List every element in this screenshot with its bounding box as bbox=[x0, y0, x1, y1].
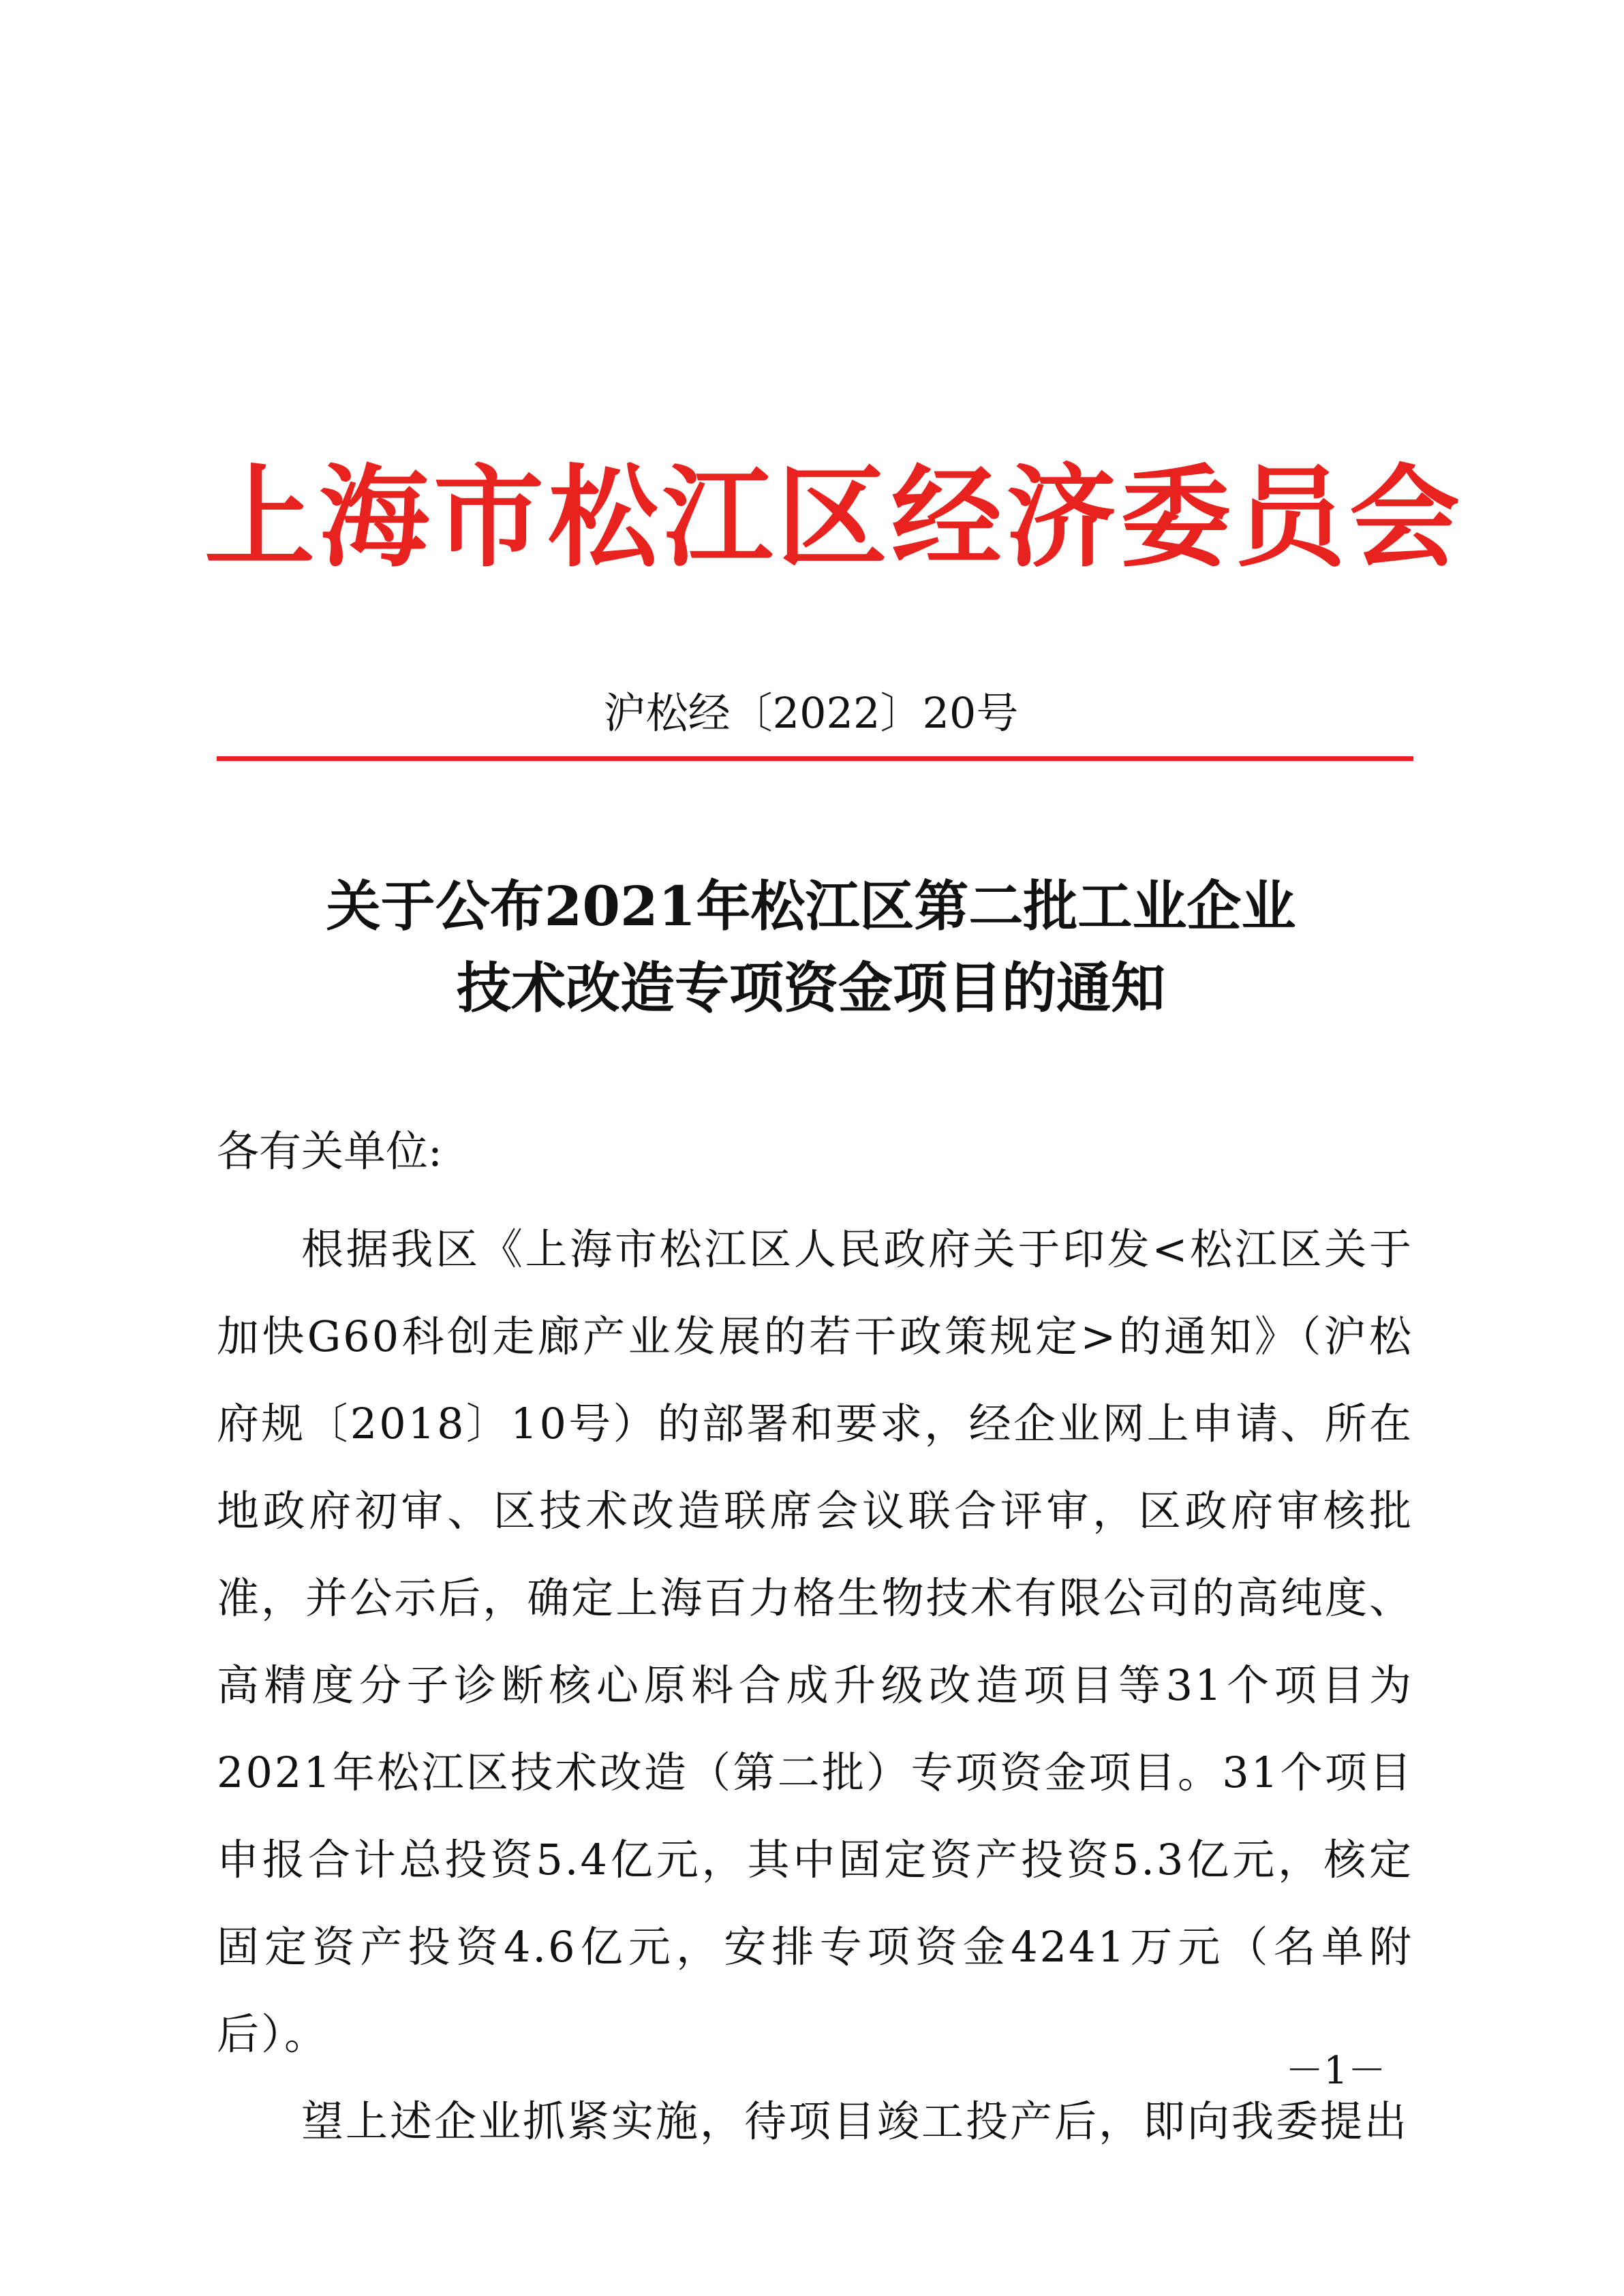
page-number: －1－ bbox=[1285, 2049, 1386, 2093]
body-paragraph-1: 根据我区《上海市松江区人民政府关于印发<松江区关于加快G60科创走廊产业发展的若干政策规定>的通知》（沪松府规〔2018〕10号）的部署和要求，经企业网上申请、所在地政府初审、区技术改造联席会议联合评审，区政府审核批准，并公示后，确定上海百力格生物技术有限公司的高纯度、高精度分子诊断核心原料合成升级改造项目等31个项目为2021年松江区技术改造（第二批）专项资金项目。31个项目申报合计总投资5.4亿元，其中固定资产投资5.3亿元，核定固定资产投资4.6亿元，安排专项资金4241万元（名单附后）。 bbox=[217, 1224, 1413, 2059]
salutation: 各有关单位: bbox=[217, 1126, 442, 1176]
body-paragraph-2: 望上述企业抓紧实施，待项目竣工投产后，即向我委提出 bbox=[301, 2096, 1409, 2146]
organization-header: 上海市松江区经济委员会 bbox=[204, 453, 1464, 583]
document-title bbox=[204, 865, 1418, 1029]
red-divider-line bbox=[217, 756, 1413, 761]
document-number: 沪松经〔2022〕20号 bbox=[603, 688, 1019, 738]
body-text bbox=[217, 1206, 1413, 2165]
document-title-line1: 关于公布2021年松江区第二批工业企业 bbox=[326, 874, 1296, 938]
document-title-line2: 技术改造专项资金项目的通知 bbox=[457, 956, 1165, 1020]
